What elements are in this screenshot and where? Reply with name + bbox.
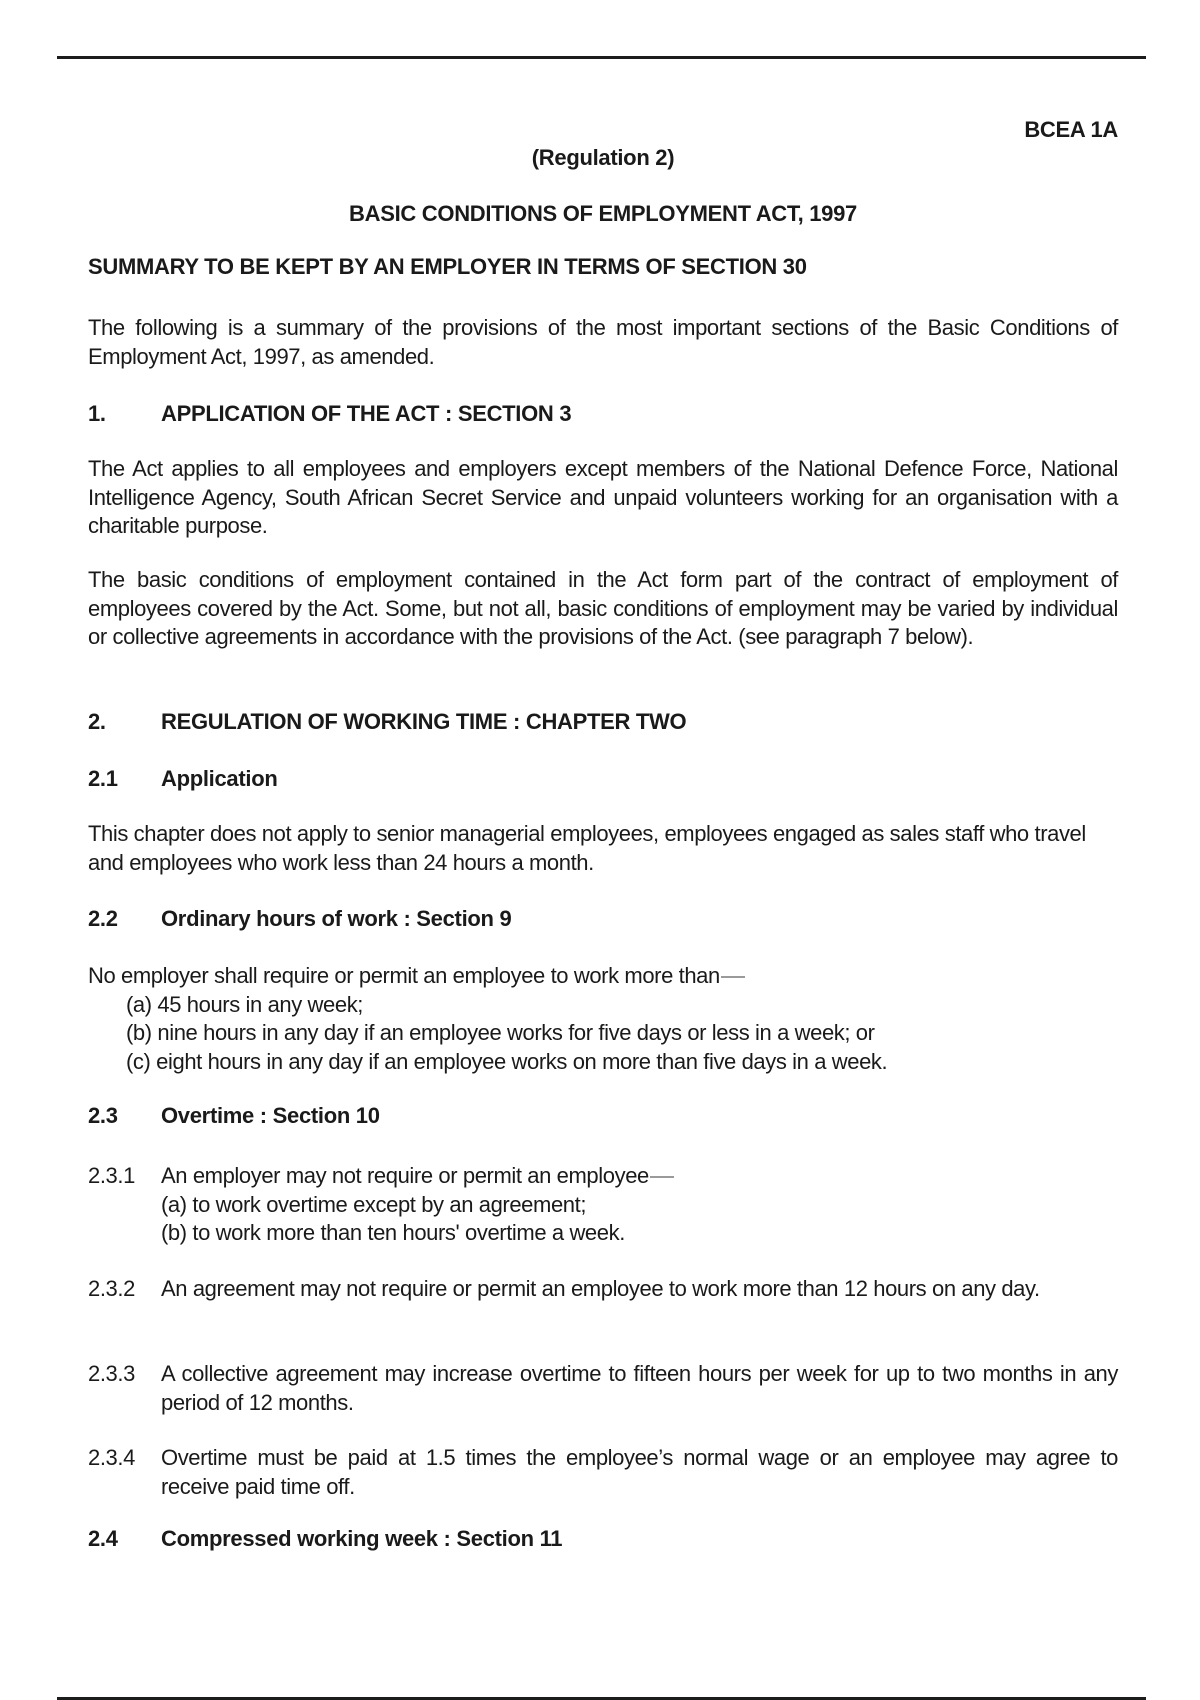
clause-number: 2.3.4 (88, 1445, 135, 1470)
section-title: APPLICATION OF THE ACT : SECTION 3 (161, 401, 572, 426)
clause-text: An employer may not require or permit an employee (161, 1162, 1118, 1191)
subsection-number: 2.2 (88, 906, 118, 931)
subsection-title: Overtime : Section 10 (161, 1103, 380, 1128)
section-1-paragraph-1: The Act applies to all employees and employers except members of the National Defence Force, National Intelligence Agency, South African Secret Service and unpaid volunteers working for an organisation with a charitable purpose. (88, 456, 1118, 538)
top-rule (57, 56, 1146, 59)
clause-2-3-3 (88, 1360, 1118, 1417)
ordinary-hours-lead: No employer shall require or permit an employee to work more than (88, 962, 1118, 991)
clause-number: 2.3.1 (88, 1163, 135, 1188)
subsection-2-2-heading (88, 906, 511, 932)
summary-title: SUMMARY TO BE KEPT BY AN EMPLOYER IN TERMS OF SECTION 30 (88, 254, 807, 279)
em-dash (650, 1176, 674, 1178)
clause-2-3-1 (88, 1162, 1118, 1248)
act-title: BASIC CONDITIONS OF EMPLOYMENT ACT, 1997 (349, 201, 857, 226)
clause-text: A collective agreement may increase overtime to fifteen hours per week for up to two months in any period of 12 months. (161, 1361, 1118, 1415)
subsection-title: Compressed working week : Section 11 (161, 1526, 563, 1551)
subsection-number: 2.4 (88, 1526, 118, 1551)
clause-2-3-2 (88, 1275, 1118, 1304)
section-1-heading (88, 401, 571, 427)
subsection-title: Application (161, 766, 278, 791)
regulation-reference: (Regulation 2) (531, 145, 675, 170)
ordinary-hours-list (88, 962, 1118, 1076)
subsection-2-4-heading (88, 1526, 562, 1552)
subsection-2-1-text: This chapter does not apply to senior managerial employees, employees engaged as sales staff who travel and employees who work less than 24 hours a month. (88, 821, 1086, 875)
list-item: (a) 45 hours in any week; (126, 991, 364, 1017)
em-dash (721, 976, 745, 978)
subsection-title: Ordinary hours of work : Section 9 (161, 906, 512, 931)
subsection-number: 2.1 (88, 766, 118, 791)
list-item: (b) to work more than ten hours' overtime a week. (161, 1220, 625, 1245)
subsection-2-1-heading (88, 766, 277, 792)
subsection-number: 2.3 (88, 1103, 118, 1128)
clause-text: An agreement may not require or permit an employee to work more than 12 hours on any day. (161, 1276, 1040, 1301)
clause-text: Overtime must be paid at 1.5 times the employee’s normal wage or an employee may agree to receive paid time off. (161, 1445, 1118, 1499)
list-item: (b) nine hours in any day if an employee works for five days or less in a week; or (126, 1020, 875, 1045)
section-number: 1. (88, 401, 106, 426)
clause-number: 2.3.2 (88, 1276, 135, 1301)
list-item: (c) eight hours in any day if an employee works on more than five days in a week. (126, 1048, 888, 1074)
intro-paragraph: The following is a summary of the provisions of the most important sections of the Basic Conditions of Employment Act, 1997, as amended. (88, 315, 1118, 369)
section-2-heading (88, 709, 686, 735)
clause-2-3-4 (88, 1444, 1118, 1501)
form-code: BCEA 1A (1024, 117, 1118, 142)
section-1-paragraph-2: The basic conditions of employment contained in the Act form part of the contract of employment of employees covered by the Act. Some, but not all, basic conditions of employment may be varied by individual or collective agreements in accordance with the provisions of the Act. (see paragraph 7 below). (88, 567, 1118, 649)
list-item: (a) to work overtime except by an agreement; (161, 1191, 587, 1217)
section-title: REGULATION OF WORKING TIME : CHAPTER TWO (161, 709, 687, 734)
clause-number: 2.3.3 (88, 1361, 135, 1386)
subsection-2-3-heading (88, 1103, 380, 1129)
section-number: 2. (88, 709, 106, 734)
